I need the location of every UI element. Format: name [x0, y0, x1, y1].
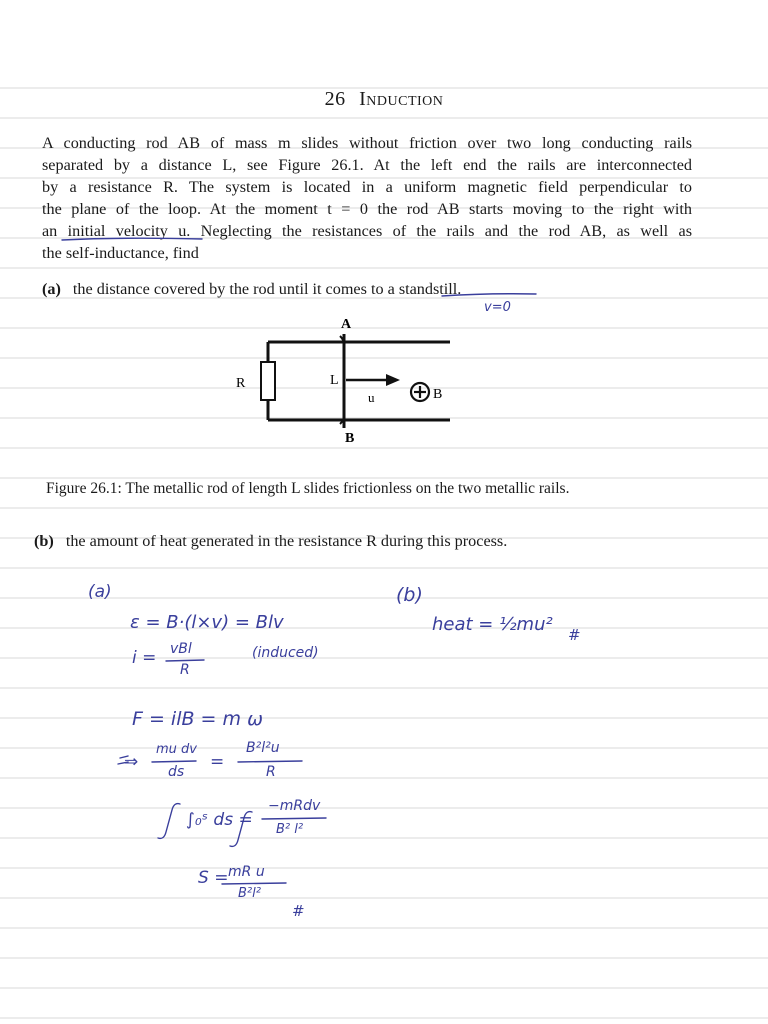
problem-line: A conducting rod AB of mass m slides without friction over two long conducting rails — [42, 134, 692, 152]
figure-caption: Figure 26.1: The metallic rod of length L slides frictionless on the two metallic rails. — [46, 480, 570, 497]
hw-implies: ⇒ — [124, 752, 139, 772]
hw-diffeq-left-num: mu dv — [156, 742, 197, 757]
hw-diffeq-right-den: R — [266, 764, 276, 780]
hw-diffeq-left-den: ds — [168, 764, 185, 780]
hw-integral-rhs-den: B² l² — [276, 822, 304, 837]
hw-diffeq-right-num: B²l²u — [246, 740, 280, 756]
hw-result-prefix: S = — [198, 868, 229, 888]
annotation-v-zero: v=0 — [484, 300, 511, 315]
hw-current-den: R — [180, 662, 190, 678]
hw-current-prefix: i = — [132, 648, 157, 668]
hw-part-a-label: (a) — [88, 582, 112, 602]
label-r: R — [236, 376, 246, 391]
part-b — [34, 532, 507, 551]
chapter-name: Induction — [359, 88, 444, 110]
problem-line: by a resistance R. The system is located in a uniform magnetic field perpendicular to — [42, 178, 692, 196]
part-a-label: (a) — [42, 280, 61, 298]
hw-heat-equation: heat = ½mu² — [432, 614, 553, 635]
chapter-title — [0, 88, 768, 111]
problem-line: an initial velocity u. Neglecting the resistances of the rails and the rod AB, as well as — [42, 222, 692, 240]
hw-hash-b: # — [568, 626, 581, 644]
hw-force-equation: F = ilB = m ω — [132, 708, 263, 730]
chapter-number: 26 — [324, 88, 346, 110]
label-l: L — [330, 373, 339, 388]
hw-induced-note: (induced) — [252, 645, 319, 661]
resistor — [261, 362, 275, 400]
problem-line: separated by a distance L, see Figure 26.1. At the left end the rails are interconnected — [42, 156, 692, 174]
hw-current-num: vBl — [170, 641, 192, 657]
hw-result-den: B²l² — [238, 886, 261, 901]
part-b-label: (b) — [34, 532, 54, 550]
hw-integral-rhs-num: −mRdv — [268, 798, 321, 814]
hw-integral-lhs: ∫₀ˢ ds = — [186, 810, 253, 830]
problem-statement — [42, 132, 692, 264]
hw-equals: = — [210, 752, 225, 772]
problem-line: the plane of the loop. At the moment t = 0 the rod AB starts moving to the right with — [42, 200, 692, 218]
part-b-text: the amount of heat generated in the resistance R during this process. — [65, 532, 508, 550]
circuit-figure — [230, 312, 470, 452]
label-u: u — [368, 390, 375, 405]
label-a: A — [341, 317, 352, 332]
part-a — [42, 280, 461, 299]
part-a-text: the distance covered by the rod until it comes to a standstill. — [72, 280, 462, 298]
hw-emf-equation: ε = B·(l×v) = Blv — [130, 612, 284, 633]
label-b-rod: B — [345, 431, 355, 446]
hw-hash-a: # — [292, 902, 305, 920]
arrowhead — [386, 374, 400, 386]
label-b-field: B — [433, 387, 443, 402]
hw-part-b-label: (b) — [396, 584, 423, 606]
problem-line: the self-inductance, find — [42, 244, 199, 262]
hw-result-num: mR u — [228, 864, 265, 880]
